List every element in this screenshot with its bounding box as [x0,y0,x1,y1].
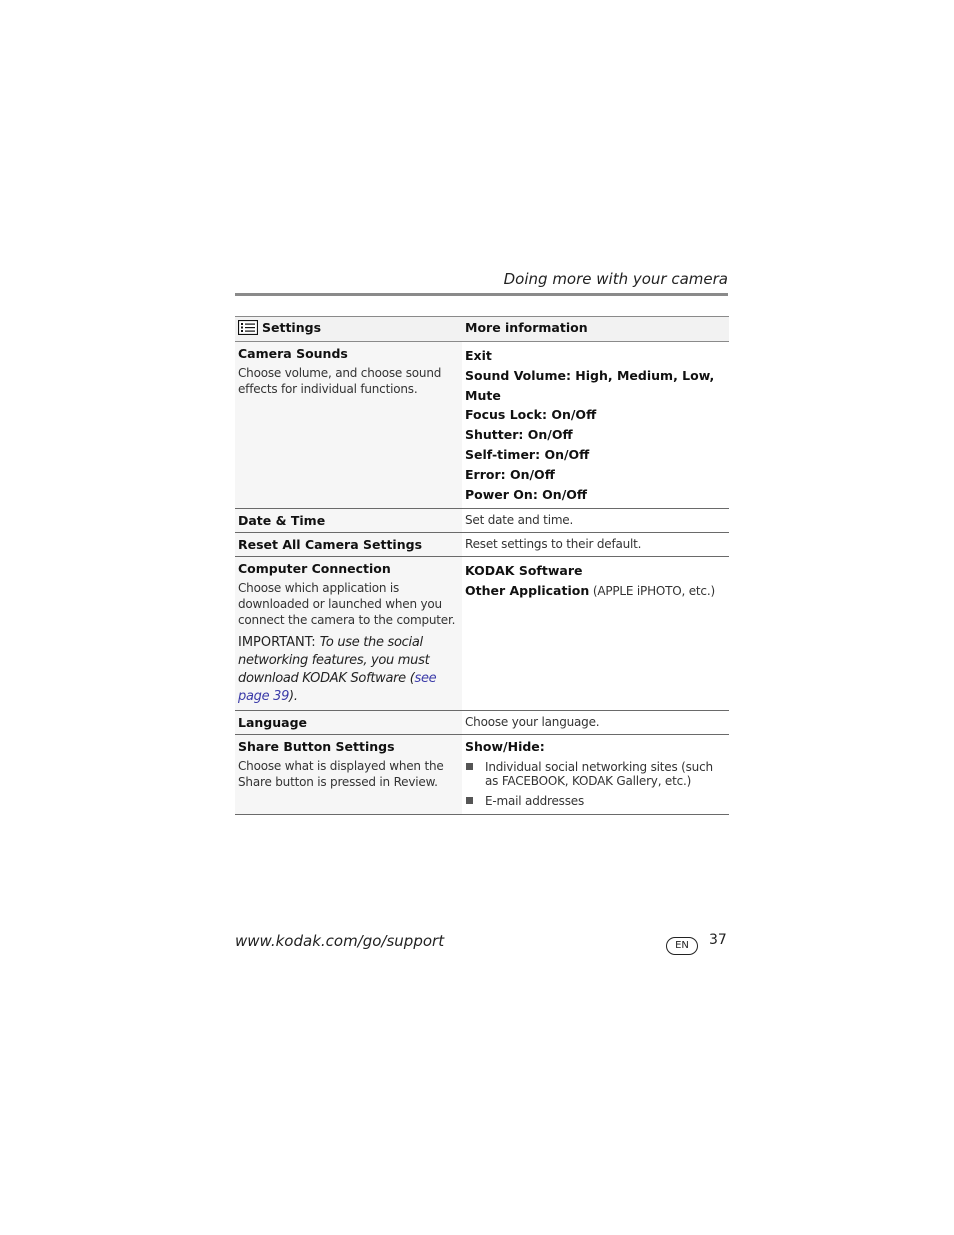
camera-sounds-cell [235,342,462,509]
language-cell [235,711,462,735]
share-button-title: Share Button Settings [238,739,395,755]
settings-table [235,316,729,815]
date-time-info-cell [462,509,729,533]
table-row-share-button [235,735,729,815]
more-info-header-label: More information [465,320,588,335]
bullet-text: E-mail addresses [485,794,585,809]
language-badge: EN [666,937,698,955]
option-line: Exit [465,348,492,363]
important-label: IMPORTANT: [238,635,316,651]
option-line: Self-timer: On/Off [465,446,590,462]
computer-connection-cell [235,557,462,711]
header-rule [235,293,728,296]
date-time-title: Date & Time [238,513,326,529]
reset-cell [235,533,462,557]
more-info-header-cell [462,317,729,342]
share-button-options-cell [462,735,729,815]
settings-header-cell [235,317,462,342]
list-item [465,760,726,788]
important-text: To use the social networking features, you must download KODAK Software ( [238,635,430,687]
date-time-info: Set date and time. [465,513,574,528]
reset-info-cell [462,533,729,557]
reset-info: Reset settings to their default. [465,537,642,552]
bullet-text: Individual social networking sites (such as FACEBOOK, KODAK Gallery, etc.) [485,760,713,789]
share-button-desc: Choose what is displayed when the Share button is pressed in Review. [238,759,444,790]
camera-sounds-options-cell [462,342,729,509]
share-button-cell [235,735,462,815]
date-time-cell [235,509,462,533]
table-row-language [235,711,729,735]
table-row-date-time [235,509,729,533]
language-title: Language [238,715,308,731]
table-row-camera-sounds [235,342,729,509]
option-line: Focus Lock: On/Off [465,407,597,423]
language-info-cell [462,711,729,735]
page-number: 37 [709,932,727,948]
important-end: ). [289,689,298,705]
language-info: Choose your language. [465,715,600,730]
option-line [465,581,726,602]
see-page-link[interactable]: see page 39 [238,671,437,705]
settings-list-icon [238,320,258,338]
table-row-computer-connection [235,557,729,711]
table-row-reset [235,533,729,557]
option-line: Error: On/Off [465,466,555,482]
support-url[interactable]: www.kodak.com/go/support [235,932,445,950]
other-app-label: Other Application [465,583,590,599]
option-line: KODAK Software [465,563,583,579]
list-item [465,794,726,808]
option-line: Sound Volume: High, Medium, Low, Mute [465,367,715,403]
computer-connection-title: Computer Connection [238,561,391,577]
computer-connection-options-cell [462,557,729,711]
page-header-title: Doing more with your camera [503,270,728,288]
important-note [238,634,459,706]
bullet-square-icon [466,797,473,804]
option-line: Shutter: On/Off [465,427,573,443]
table-header-row [235,317,729,342]
option-line: Power On: On/Off [465,486,588,502]
bullet-square-icon [466,763,473,770]
camera-sounds-title: Camera Sounds [238,346,348,361]
show-hide-label: Show/Hide: [465,739,545,755]
reset-title: Reset All Camera Settings [238,537,423,553]
settings-header-label: Settings [262,320,322,335]
camera-sounds-desc: Choose volume, and choose sound effects for individual functions. [238,366,442,396]
computer-connection-desc: Choose which application is downloaded or launched when you connect the camera to the computer. [238,581,456,628]
other-app-detail: (APPLE iPHOTO, etc.) [589,584,715,599]
